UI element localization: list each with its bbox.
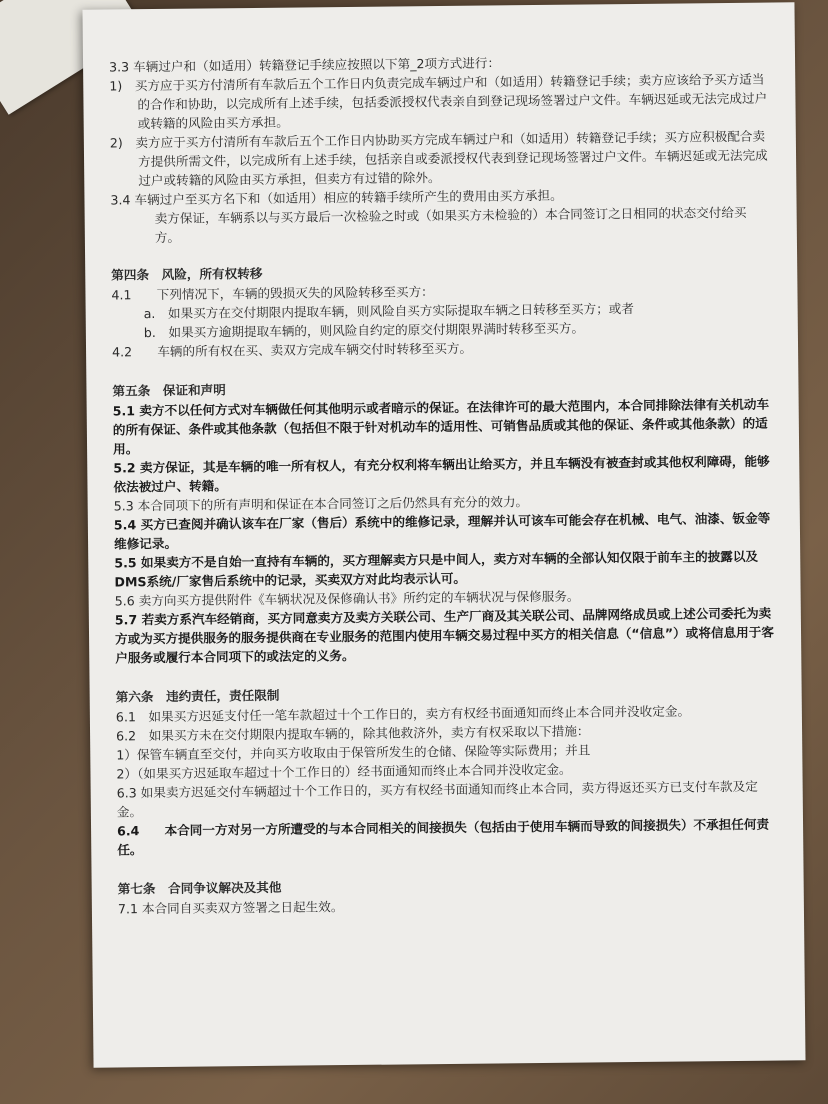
article-6-heading: 第六条 违约责任，责任限制 [115,687,280,705]
clause-4-1: 4.1 下列情况下，车辆的毁损灭失的风险转移至买方： [111,284,434,303]
clause-6-2: 6.2 如果买方未在交付期限内提取车辆的，除其他救济外，卖方有权采取以下措施： [116,723,590,744]
article-4-heading: 第四条 风险，所有权转移 [111,265,263,283]
clause-7-1: 7.1 本合同自买卖双方签署之日起生效。 [117,899,344,917]
article-5-heading: 第五条 保证和声明 [112,382,226,399]
clause-6-2-item-2: 2）（如果买方迟延取车超过十个工作日的）经书面通知而终止本合同并没收定金。 [116,761,572,782]
article-7-heading: 第七条 合同争议解决及其他 [117,879,282,897]
clause-3-3-option-2: 2) 卖方应于买方付清所有车款后五个工作日内协助买方完成车辆过户和（如适用）转籍登记手续；买方应积极配合卖方提供所需文件，以完成所有上述手续，包括亲自或委派授权代表到登记现场签署过户文件。车辆迟延或无法完成过户或转籍的风险由买方承担，但卖方有过错的除外。 [109,128,768,189]
clause-5-3: 5.3 本合同项下的所有声明和保证在本合同签订之后仍然具有充分的效力。 [113,494,529,514]
clause-4-1-a: a. 如果买方在交付期限内提取车辆，则风险自买方实际提取车辆之日转移至买方；或者 [143,300,635,322]
clause-4-2: 4.2 车辆的所有权在买、卖双方完成车辆交付时转移至买方。 [111,340,473,360]
clause-5-2: 5.2 卖方保证，其是车辆的唯一所有权人，有充分权利将车辆出让给买方，并且车辆没有被查封或其他权利障碍，能够依法被过户、转籍。 [113,453,770,495]
clause-5-4: 5.4 买方已查阅并确认该车在厂家（售后）系统中的维修记录，理解并认可该车可能会存在机械、电气、油漆、钣金等维修记录。 [113,510,771,552]
clause-5-5: 5.5 如果卖方不是自始一直持有车辆的，买方理解卖方只是中间人，卖方对车辆的全部认知仅限于前车主的披露以及DMS系统/厂家售后系统中的记录，买卖双方对此均表示认可。 [114,548,759,590]
contract-text [109,51,778,919]
clause-5-7: 5.7 若卖方系汽车经销商，买方同意卖方及卖方关联公司、生产厂商及其关联公司、品牌网络成员或上述公司委托为卖方或为买方提供服务的服务提供商在专业服务的范围内使用车辆交易过程中买方的相关信息（“信息”）或将信息用于客户服务或履行本合同项下的或法定的义务。 [114,605,774,666]
clause-3-4: 3.4 车辆过户至买方名下和（如适用）相应的转籍手续所产生的费用由买方承担。 [110,187,563,208]
clause-3-3-option-1: 1) 买方应于买方付清所有车款后五个工作日内负责完成车辆过户和（如适用）转籍登记手续；卖方应该给予买方适当的合作和协助，以完成所有上述手续，包括委派授权代表亲自到登记现场签署过户文件。车辆迟延或无法完成过户或转籍的风险由买方承担。 [109,71,768,132]
clause-3-4-warranty: 卖方保证，车辆系以与买方最后一次检验之时或（如果买方未检验的）本合同签订之日相同的状态交付给买方。 [154,204,747,246]
clause-4-1-b: b. 如果买方逾期提取车辆的，则风险自约定的原交付期限界满时转移至买方。 [143,320,585,341]
contract-page [82,2,805,1067]
clause-3-3: 3.3 车辆过户和（如适用）转籍登记手续应按照以下第_2项方式进行： [109,55,501,75]
clause-6-2-item-1: 1）保管车辆直至交付，并向买方收取由于保管所发生的仓储、保险等实际费用；并且 [116,742,591,763]
clause-6-4: 6.4 本合同一方对另一方所遭受的与本合同相关的间接损失（包括由于使用车辆而导致的间接损失）不承担任何责任。 [117,816,770,858]
clause-5-1: 5.1 卖方不以任何方式对车辆做任何其他明示或者暗示的保证。在法律许可的最大范围内，本合同排除法律有关机动车的所有保证、条件或其他条款（包括但不限于针对机动车的适用性、可销售品质或其他的保证、条件或其他条款）的适用。 [112,396,770,457]
clause-6-1: 6.1 如果买方迟延支付任一笔车款超过十个工作日的，卖方有权经书面通知而终止本合同并没收定金。 [115,703,691,725]
clause-5-6: 5.6 卖方向买方提供附件《车辆状况及保修确认书》所约定的车辆状况与保修服务。 [114,588,580,609]
clause-6-3: 6.3 如果卖方迟延交付车辆超过十个工作日的，买方有权经书面通知而终止本合同，卖方得返还买方已支付车款及定金。 [116,778,758,820]
